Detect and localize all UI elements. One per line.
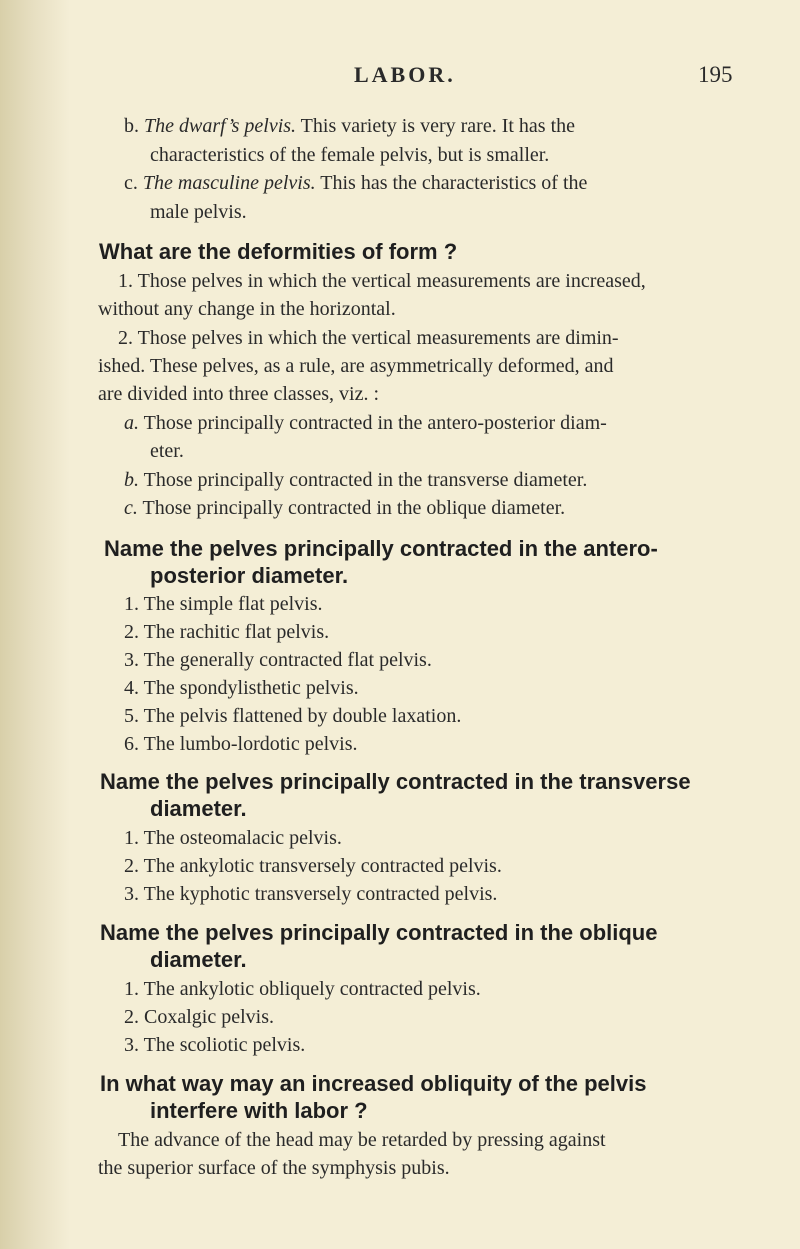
text-line: ished. These pelves, as a rule, are asymmetrically deformed, and (98, 355, 614, 377)
list-item: 1. The ankylotic obliquely contracted pelvis. (124, 978, 481, 1000)
list-item: 2. The ankylotic transversely contracted pelvis. (124, 855, 502, 877)
page-header (0, 62, 800, 92)
list-item: 4. The spondylisthetic pelvis. (124, 677, 359, 699)
question-heading: posterior diameter. (150, 563, 349, 588)
text-line: 2. Those pelves in which the vertical measurements are dimin- (118, 327, 619, 349)
list-item: 1. The osteomalacic pelvis. (124, 827, 342, 849)
list-item: 2. The rachitic flat pelvis. (124, 621, 330, 643)
question-heading: In what way may an increased obliquity of the pelvis (100, 1071, 647, 1096)
list-item: 3. The generally contracted flat pelvis. (124, 649, 432, 671)
text-line: male pelvis. (150, 201, 247, 223)
text-line: are divided into three classes, viz. : (98, 383, 380, 405)
list-item: 3. The scoliotic pelvis. (124, 1034, 306, 1056)
question-heading: Name the pelves principally contracted in the oblique (100, 920, 658, 945)
text-line: b. Those principally contracted in the transverse diameter. (124, 469, 588, 491)
running-title: LABOR. (354, 62, 456, 87)
text-line: characteristics of the female pelvis, but is smaller. (150, 144, 550, 166)
question-heading: diameter. (150, 796, 247, 821)
question-heading: What are the deformities of form ? (99, 239, 458, 264)
question-heading: interfere with labor ? (150, 1098, 368, 1123)
text-line: eter. (150, 440, 184, 462)
page-number: 195 (698, 62, 733, 87)
item-label: c. (124, 497, 138, 519)
text-line: a. Those principally contracted in the antero-posterior diam- (124, 412, 607, 434)
question-heading: Name the pelves principally contracted in the antero- (104, 536, 658, 561)
text-line: without any change in the horizontal. (98, 298, 396, 320)
item-label: b. (124, 469, 139, 491)
item-term: The masculine pelvis. (142, 172, 316, 194)
question-heading: diameter. (150, 947, 247, 972)
text-line: the superior surface of the symphysis pubis. (98, 1157, 450, 1179)
text-line: c. Those principally contracted in the oblique diameter. (124, 497, 566, 519)
list-item: 1. The simple flat pelvis. (124, 593, 323, 615)
text-line: c. The masculine pelvis. This has the characteristics of the (124, 172, 588, 194)
item-label: c. (124, 172, 138, 194)
list-item: 6. The lumbo-lordotic pelvis. (124, 733, 358, 755)
item-label: b. (124, 115, 139, 137)
text-line: 1. Those pelves in which the vertical measurements are increased, (118, 270, 646, 292)
item-label: a. (124, 412, 139, 434)
text-line: b. The dwarf’s pelvis. This variety is very rare. It has the (124, 115, 576, 137)
item-term: The dwarf’s pelvis. (144, 115, 297, 137)
list-item: 5. The pelvis flattened by double laxation. (124, 705, 462, 727)
question-heading: Name the pelves principally contracted in the transverse (100, 769, 691, 794)
list-item: 3. The kyphotic transversely contracted pelvis. (124, 883, 498, 905)
text-line: The advance of the head may be retarded by pressing against (118, 1129, 606, 1151)
list-item: 2. Coxalgic pelvis. (124, 1006, 274, 1028)
